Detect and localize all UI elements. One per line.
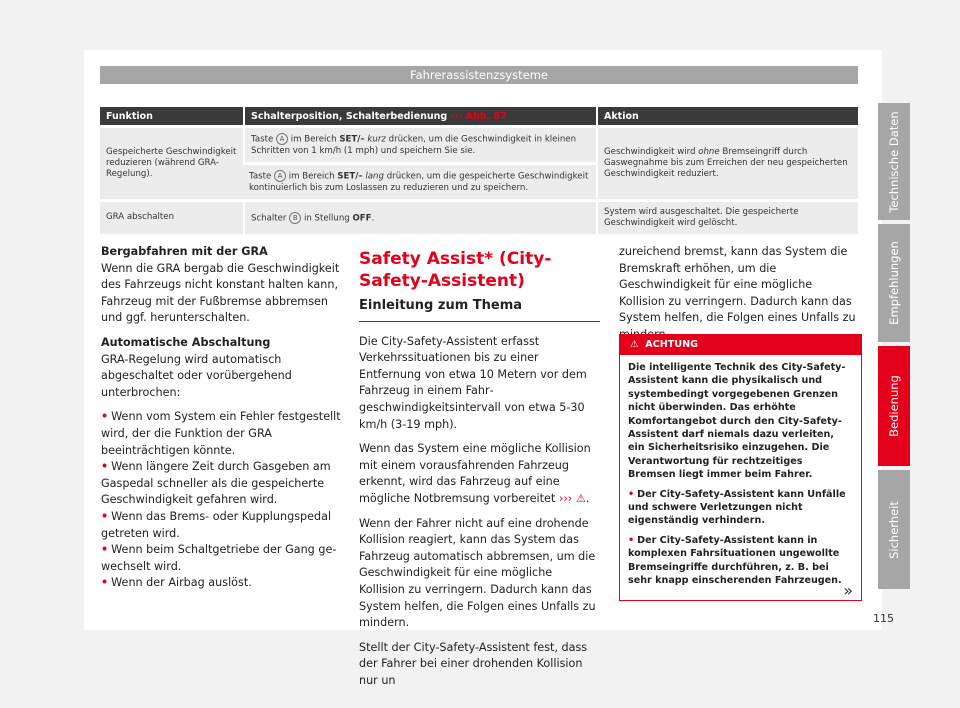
paragraph: zureichend bremst, kann das System die Bremskraft erhöhen, um die Geschwindigkeit für eine mögliche Kollision zu verringern. Dadurch kann das System helfen, die Folgen eines Unfalls zu [619,245,856,325]
cell-schalter-kurz: Taste A im Bereich SET/– kurz drücken, um die Geschwindigkeit in kleinen Schritten von 1 km/h (1 mph) und speichern Sie sie. [243,128,596,162]
page-number: 115 [873,612,894,625]
table-header-row [100,107,858,125]
continue-arrow-icon: » [843,581,853,601]
cell-funktion: Gespeicherte Geschwindigkeit reduzieren (während GRA-Regelung). [100,128,243,199]
list-item: • Wenn der Airbag auslöst. [101,575,342,592]
tab-sicherheit[interactable]: Sicherheit [878,470,910,589]
warning-bullet: • Der City-Safety-Assistent kann in komplexen Fahrsituationen ungewollte Bremseingriffe durchführen, z. B. bei sehr knapp einscherenden Fahrzeugen. [628,534,853,588]
key-b-icon: B [289,212,301,224]
tab-technische-daten[interactable]: Technische Daten [878,103,910,220]
col-header-schalter: Schalterposition, Schalterbedienung ››› Abb. 87 [243,107,596,125]
paragraph: Wenn der Fahrer nicht auf eine drohende Kollision reagiert, kann das System das Fahrzeug automatisch abbremsen, um die Geschwindigkeit für eine mögliche Kollision zu verringern. Dadurch kann das System helfen, die Folgen eines Unfalls zu mindern. [359,516,596,630]
heading-abschaltung: Automatische Abschaltung [101,335,271,349]
function-table [100,104,858,237]
reference-link[interactable]: ››› [558,491,573,505]
col-header-aktion: Aktion [596,107,858,125]
cell-aktion: Geschwindigkeit wird ohne Bremseingriff durch Gaswegnahme bis zum Erreichen der neu gespeicherten Geschwindigkeit reduziert. [596,128,858,199]
cell-schalter-lang: Taste A im Bereich SET/– lang drücken, um die gespeicherte Geschwindigkeit kontinuierlich bis zum Loslassen zu reduzieren und zu speichern. [243,165,596,199]
key-a-icon: A [276,133,288,145]
warning-body [620,355,861,600]
key-a-icon: A [274,170,286,182]
column-left [101,244,342,592]
cell-schalter: Schalter B in Stellung OFF. [243,202,596,234]
tab-empfehlungen[interactable]: Empfehlungen [878,224,910,342]
cell-aktion: System wird ausgeschaltet. Die gespeicherte Geschwindigkeit wird gelöscht. [596,202,858,234]
warning-paragraph: Die intelligente Technik des City-Safety-Assistent kann die physikalisch und systembedingt vorgegebenen Grenzen nicht überwinden. Das erhöhte Komfortangebot durch den City-Safety-Assistent darf niemals dazu verleiten, ein Sicherheitsrisiko einzugehen. Die Verantwortung für rechtzeitiges Bremsen liegt immer beim Fahrer. [628,362,846,481]
paragraph: Die City-Safety-Assistent erfasst Verkehrssituationen bis zu einer Entfernung von etwa 10 Metern vor dem Fahrzeug in einem Fahrgeschwindigkeitsintervall von etwa 5-30 km/h (3-19 mph). [359,334,587,431]
paragraph: Wenn die GRA bergab die Geschwindigkeit des Fahrzeugs nicht konstant halten kann, Fahrzeug mit der Fußbremse abbremsen und ggf. herunterschalten. [101,261,340,325]
table-row [100,128,858,162]
paragraph: Wenn das System eine mögliche Kollision mit einem vorausfahrenden Fahrzeug erkennt, wird das Fahrzeug auf eine mögliche Notbremsung vorbereitet ››› ⚠. [359,442,591,505]
paragraph: GRA-Regelung wird automatisch abgeschaltet oder vorübergehend unterbrochen: [101,352,292,399]
paragraph: Stellt der City-Safety-Assistent fest, dass der Fahrer bei einer drohenden Kollision nur un [359,640,588,687]
warning-icon: ⚠ [575,491,586,505]
warning-box [619,334,862,601]
figure-reference[interactable]: ››› Abb. 87 [450,110,507,122]
heading-bergab: Bergabfahren mit der GRA [101,245,268,258]
section-title: Safety Assist* (City-Safety-Assistent) [359,249,552,291]
warning-bullet: • Der City-Safety-Assistent kann Unfälle und schwere Verletzungen nicht eigenständig verhindern. [628,488,853,528]
table-row [100,202,858,234]
list-item: • Wenn das Brems- oder Kupplungspedal getreten wird. [101,509,342,542]
list-item: • Wenn vom System ein Fehler festgestellt wird, der die Funktion der GRA beeinträchtigen könnte. [101,409,342,459]
col-header-funktion: Funktion [100,107,243,125]
list-item: • Wenn beim Schaltgetriebe der Gang gewechselt wird. [101,542,342,575]
cell-funktion: GRA abschalten [100,202,243,234]
tab-bedienung[interactable]: Bedienung [878,346,910,466]
warning-header: ⚠ ACHTUNG [620,335,861,355]
warning-icon: ⚠ [630,339,639,350]
list-item: • Wenn längere Zeit durch Gasgeben am Gaspedal schneller als die gespeicherte Geschwindigkeit gefahren wird. [101,459,342,509]
column-middle [359,244,600,697]
section-subtitle: Einleitung zum Thema [359,298,600,322]
page-header: Fahrerassistenzsysteme [100,66,858,84]
